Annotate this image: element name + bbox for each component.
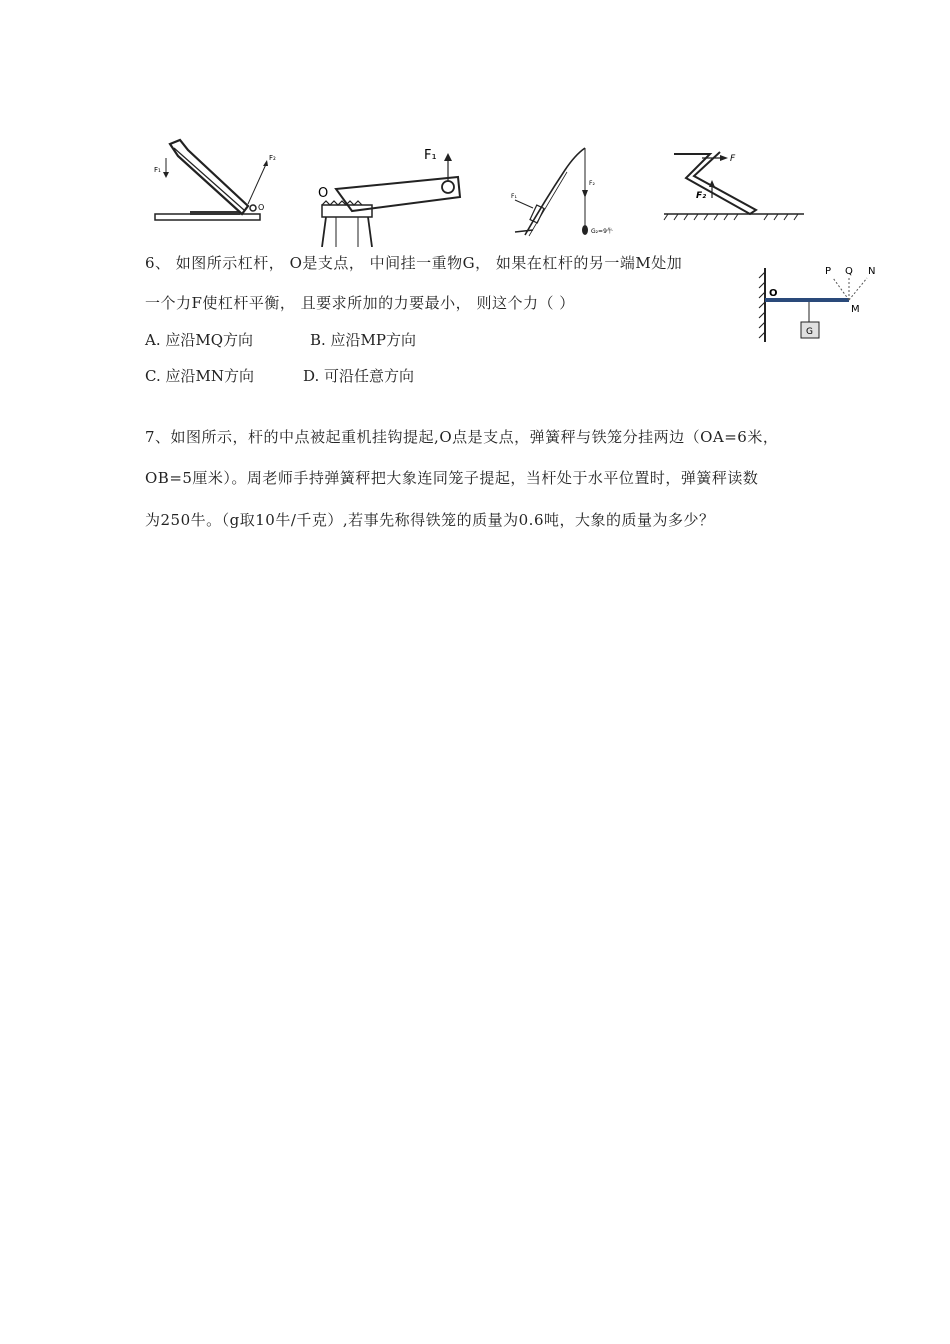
q6-o-label: O <box>769 288 778 299</box>
q6-n-label: N <box>868 266 876 277</box>
figure-fishing-rod <box>505 140 615 245</box>
q6-line2: 一个力F使杠杆平衡， 且要求所加的力要最小， 则这个力（ ） <box>145 294 575 312</box>
z-f-label: F <box>730 154 736 164</box>
q6-g-label: G <box>806 327 813 337</box>
opener-f1-label: F₁ <box>424 148 437 163</box>
q6-line1: 6、 如图所示杠杆， O是支点， 中间挂一重物G， 如果在杠杆的另一端M处加 <box>145 254 683 272</box>
pedal-f1-label: F₁ <box>154 166 161 174</box>
figure-opener-lever <box>312 135 472 247</box>
rod-f1-label: F₁ <box>511 193 517 200</box>
q7-line3: 为250牛。（g取10牛/千克）,若事先称得铁笼的质量为0.6吨，大象的质量为多少？ <box>145 511 715 529</box>
q6-option-a: A. 应沿MQ方向 <box>145 331 254 349</box>
z-lever-drawing <box>660 150 810 222</box>
figure-q6-lever <box>755 256 885 346</box>
rod-weight-label: G₂=9牛 <box>591 228 613 235</box>
z-f2-label: F₂ <box>696 191 707 201</box>
figure-z-lever <box>660 150 810 222</box>
figure-pedal-lever <box>150 132 280 227</box>
fishing-rod-drawing <box>505 140 615 245</box>
pedal-lever-drawing <box>150 132 280 227</box>
q6-option-d: D. 可沿任意方向 <box>303 367 415 385</box>
opener-lever-drawing <box>312 135 472 247</box>
pedal-f2-label: F₂ <box>269 154 276 162</box>
q6-option-c: C. 应沿MN方向 <box>145 367 254 385</box>
q7-line2: OB=5厘米）。周老师手持弹簧秤把大象连同笼子提起，当杆处于水平位置时，弹簧秤读数 <box>145 469 759 487</box>
q6-m-label: M <box>851 304 860 315</box>
q6-option-b: B. 应沿MP方向 <box>310 331 417 349</box>
rod-f2-label: F₂ <box>589 180 595 187</box>
q7-line1: 7、如图所示，杆的中点被起重机挂钩提起,O点是支点，弹簧秤与铁笼分挂两边（OA=6米， <box>145 428 779 446</box>
pedal-o-label: O <box>258 203 265 212</box>
q6-q-label: Q <box>845 266 853 277</box>
q6-p-label: P <box>825 266 832 277</box>
q6-lever-drawing <box>755 256 885 346</box>
opener-o-label: O <box>318 186 329 201</box>
